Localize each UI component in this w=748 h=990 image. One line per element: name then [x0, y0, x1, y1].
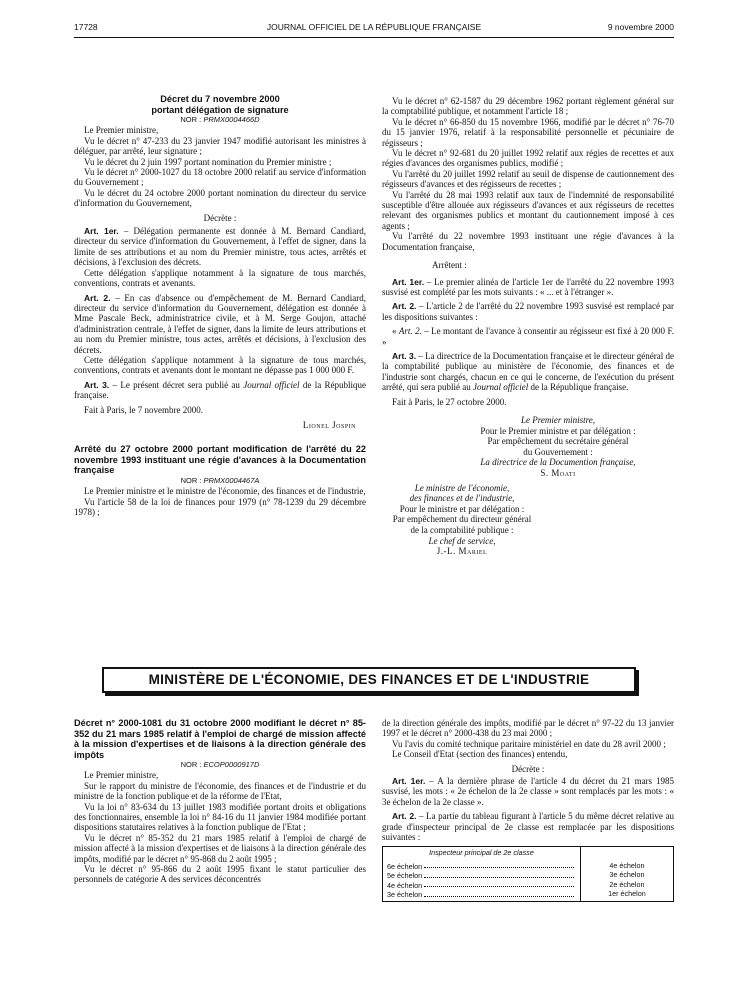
quote-article-ref: Art. 2. — [398, 326, 422, 337]
sig-name: S. Moati — [540, 467, 576, 478]
sig-line: Le Premier ministre, — [520, 414, 596, 425]
article-text: – A la dernière phrase de l'article 4 du décret du 21 mars 1985 susvisé, les mots : « 2e échelon de la 2e classe » sont remplacés par les mots : « 3e échelon de la 2e classe ». — [382, 776, 674, 807]
table-row — [387, 881, 576, 891]
article-label: Art. 2. — [84, 292, 111, 303]
decret1-art2 — [74, 293, 366, 355]
left-column-bottom — [74, 718, 366, 885]
article-text: – En cas d'absence ou d'empêchement de M. Bernard Candiard, directeur du service d'information du Gouvernement, délégation est donnée à Mme Pascale Beck, administratrice civile, et à M. Serge Goujon, attaché d'administration centrale, à l'effet de signer, dans la limite de leurs attributions et au nom du Premier ministre, tous actes, arrêtés et décisions, à l'exclusion des décrets. — [74, 292, 366, 355]
article-text: – Le présent décret sera publié au — [109, 379, 244, 390]
sig-line: Pour le ministre et par délégation : — [399, 503, 525, 514]
decret1-title-line2: portant délégation de signature — [151, 104, 289, 115]
arrete-p3: Vu le décret n° 62-1587 du 29 décembre 1962 portant règlement général sur la comptabilité publique, et notamment l'article 18 ; — [382, 96, 674, 117]
decret2-art2 — [382, 811, 674, 842]
article-label: Art. 2. — [392, 301, 417, 312]
decret2-p8: Le Conseil d'Etat (section des finances) entendu, — [392, 749, 568, 760]
arrete-p2: Vu l'article 58 de la loi de finances pour 1979 (n° 78-1239 du 29 décembre 1978) ; — [74, 496, 366, 518]
decret1-art1-p2: Cette délégation s'applique notamment à la signature de tous marchés, conventions, contrats et avenants. — [74, 267, 366, 289]
sig-line: La directrice de la Documention française, — [480, 457, 636, 468]
decret2-decrete: Décrète : — [511, 763, 545, 774]
decret2-p4: Vu le décret n° 85-352 du 21 mars 1985 relatif à l'emploi de chargé de mission affecté à la mission d'expertises et de liaisons à la direction générale des impôts, modifié par le décret n° 95-868 du 2 août 1995 ; — [74, 832, 366, 864]
nor-code: ECOP0000917D — [203, 760, 260, 769]
arrete-p6: Vu l'arrêté du 20 juillet 1992 relatif au seuil de dispense de cautionnement des régisseurs d'avances et des régisseurs de recettes ; — [382, 168, 674, 190]
table-left-cell — [383, 847, 581, 901]
table-cell: 5e échelon — [387, 871, 423, 881]
decret2-p5: Vu le décret n° 95-866 du 2 août 1995 fixant le statut particulier des personnels de catégorie A des services déconcentrés — [74, 864, 366, 885]
decret1-art1 — [74, 226, 366, 268]
sig-line: Le chef de service, — [428, 535, 496, 546]
arrete-p5: Vu le décret n° 92-681 du 20 juillet 1992 relatif aux régies de recettes et aux régies d'avances des organismes publics, modifié ; — [382, 148, 674, 169]
decret2-p2: Sur le rapport du ministre de l'économie, des finances et de l'industrie et du ministre de la fonction publique et de la réforme de l'Etat, — [74, 780, 366, 802]
table-right-cell — [580, 847, 673, 901]
arrete-p8: Vu l'arrêté du 22 novembre 1993 instituant une régie d'avances à la Documentation française, — [382, 231, 674, 252]
decret1-fait: Fait à Paris, le 7 novembre 2000. — [84, 404, 203, 415]
sig-line: Pour le Premier ministre et par délégation : — [480, 425, 636, 436]
arrete-signature-block-2 — [382, 483, 542, 557]
decret2-p7: Vu l'avis du comité technique paritaire ministériel en date du 28 avril 2000 ; — [392, 738, 666, 749]
arrete-p4: Vu le décret n° 66-850 du 15 novembre 1966, modifié par le décret n° 76-70 du 15 janvier 1976, relatif à la responsabilité personnelle et pécuniaire de régisseurs ; — [382, 116, 674, 148]
nor-label: NOR : — [180, 475, 204, 485]
decret2-nor — [74, 760, 366, 770]
sig-line: du Gouvernement : — [523, 446, 593, 457]
decret2-title: Décret n° 2000-1081 du 31 octobre 2000 modifiant le décret n° 85-352 du 21 mars 1985 relatif à l'emploi de chargé de mission affecté à la mission d'expertises et de liaisons à la direction générale des impôts — [74, 718, 366, 760]
decret1-nor — [74, 115, 366, 125]
decret1-p2: Vu le décret n° 47-233 du 23 janvier 1947 modifié autorisant les ministres à déléguer, par arrêté, leur signature ; — [74, 135, 366, 157]
article-label: Art. 1er. — [392, 276, 425, 287]
quote-text: – Le montant de l'avance à consentir au régisseur est fixé à 20 000 F. » — [382, 326, 674, 347]
arrete-art3 — [382, 351, 674, 393]
decret1-p5: Vu le décret du 24 octobre 2000 portant nomination du directeur du service d'information du Gouvernement, — [74, 187, 366, 209]
table-cell: 1er échelon — [608, 889, 646, 899]
journal-officiel-ref: Journal officiel — [243, 379, 300, 390]
article-label: Art. 3. — [84, 379, 110, 390]
sig-line: de la comptabilité publique : — [410, 524, 514, 535]
decret1-art3 — [74, 380, 366, 401]
table-cell: 4e échelon — [609, 860, 645, 870]
decret1-decrete: Décrète : — [203, 212, 237, 223]
nor-code: PRMX0004467A — [203, 475, 260, 485]
arrete-p1: Le Premier ministre et le ministre de l'économie, des finances et de l'industrie, — [84, 486, 366, 497]
arrete-p7: Vu l'arrêté du 28 mai 1993 relatif aux taux de l'indemnité de responsabilité susceptible d'être allouée aux régisseurs d'avances et aux régisseurs de recettes relevant des organismes publics et montant du cautionnement imposé à ces agents ; — [382, 189, 674, 231]
article-text: de la République française. — [528, 382, 629, 393]
arrete-fait: Fait à Paris, le 27 octobre 2000. — [392, 396, 507, 407]
decret2-p6: de la direction générale des impôts, modifié par le décret n° 97-22 du 13 janvier 1997 et le décret n° 2000-438 du 23 mai 2000 ; — [382, 718, 674, 739]
header-rule — [74, 37, 674, 38]
right-column-bottom — [382, 718, 674, 902]
arrete-nor — [74, 476, 366, 486]
sig-line: Le ministre de l'économie, — [414, 482, 510, 493]
decret1-art2-p2: Cette délégation s'applique notamment à la signature de tous marchés, conventions, contrats et avenants dont le montant ne dépasse pas 1 000 000 F. — [74, 354, 366, 376]
nor-code: PRMX0004466D — [203, 115, 260, 124]
arrete-art2-quote — [382, 326, 674, 347]
decret1-p3: Vu le décret du 2 juin 1997 portant nomination du Premier ministre ; — [84, 156, 332, 167]
article-text: – La directrice de la Documentation française et le directeur général de la comptabilité publique au ministère de l'économie, des finances et de l'industrie sont chargés, chacun en ce qui le concerne, de l'exécution du présent arrêté, qui sera publié au — [382, 350, 674, 393]
article-label: Art. 3. — [392, 350, 417, 361]
table-header: Inspecteur principal de 2e classe — [429, 848, 534, 858]
decret2-p1: Le Premier ministre, — [84, 770, 159, 781]
arrete-title: Arrêté du 27 octobre 2000 portant modification de l'arrêté du 22 novembre 1993 instituant une régie d'avances à la Documentation française — [74, 444, 366, 476]
arrete-art1 — [382, 277, 674, 298]
nor-label: NOR : — [180, 760, 204, 769]
decret2-p3: Vu la loi n° 83-634 du 13 juillet 1983 modifiée portant droits et obligations des fonctionnaires, ensemble la loi n° 84-16 du 11 janvier 1984 modifiée portant dispositions statutaires relatives à la fonction publique de l'Etat ; — [74, 801, 366, 833]
ministry-banner: MINISTÈRE DE L'ÉCONOMIE, DES FINANCES ET DE L'INDUSTRIE — [102, 667, 636, 693]
page-header — [74, 22, 674, 36]
sig-line: Par empêchement du secrétaire général — [487, 436, 629, 447]
sig-line: Par empêchement du directeur général — [392, 514, 532, 525]
left-column-top — [74, 94, 366, 518]
journal-officiel-ref: Journal officiel — [472, 382, 529, 393]
article-text: de la République française. — [74, 379, 367, 401]
table-row — [387, 871, 576, 881]
sig-name: J.-L. Mariel — [436, 546, 488, 557]
table-cell: 3e échelon — [609, 870, 645, 880]
decret1-signature: Lionel Jospin — [302, 419, 356, 430]
decret1-p1: Le Premier ministre, — [84, 125, 159, 136]
table-cell: 6e échelon — [387, 861, 423, 871]
table-cell: 4e échelon — [387, 880, 423, 890]
arrete-arretent: Arrêtent : — [432, 260, 467, 271]
decret2-art1 — [382, 776, 674, 807]
decret1-title-line1: Décret du 7 novembre 2000 — [160, 94, 280, 104]
journal-title: JOURNAL OFFICIEL DE LA RÉPUBLIQUE FRANÇAISE — [266, 22, 482, 32]
article-label: Art. 2. — [392, 811, 417, 822]
article-text: – La partie du tableau figurant à l'article 5 du même décret relative au grade d'inspecteur principal de 2e classe est remplacée par les dispositions suivantes : — [382, 811, 674, 843]
right-column-top — [382, 96, 674, 557]
page-number: 17728 — [74, 22, 98, 32]
article-text: – L'article 2 de l'arrêté du 22 novembre 1993 susvisé est remplacé par les dispositions suivantes : — [382, 301, 675, 322]
table-row — [387, 862, 576, 872]
arrete-signature-block-1 — [382, 415, 674, 479]
quote-open: « — [392, 326, 399, 337]
issue-date: 9 novembre 2000 — [607, 22, 674, 32]
sig-line: des finances et de l'industrie, — [409, 493, 515, 504]
article-label: Art. 1er. — [84, 226, 119, 237]
table-cell: 3e échelon — [387, 890, 423, 900]
arrete-art2 — [382, 301, 674, 322]
article-text: – Le premier alinéa de l'article 1er de l'arrêté du 22 novembre 1993 susvisé est complété par les mots suivants : « ... et à l'étranger ». — [382, 276, 675, 297]
echelon-table — [382, 846, 674, 901]
article-text: – Délégation permanente est donnée à M. Bernard Candiard, directeur du service d'information du Gouvernement, à l'effet de signer, dans la limite de ses attributions et au nom du Premier ministre, tous actes, arrêtés et décisions, à l'exclusion des décrets. — [74, 226, 367, 268]
decret1-p4: Vu le décret n° 2000-1027 du 18 octobre 2000 relatif au service d'information du Gouvernement ; — [74, 167, 366, 188]
article-label: Art. 1er. — [392, 776, 426, 787]
table-cell: 2e échelon — [609, 879, 645, 889]
nor-label: NOR : — [180, 115, 204, 124]
table-row — [387, 890, 576, 900]
